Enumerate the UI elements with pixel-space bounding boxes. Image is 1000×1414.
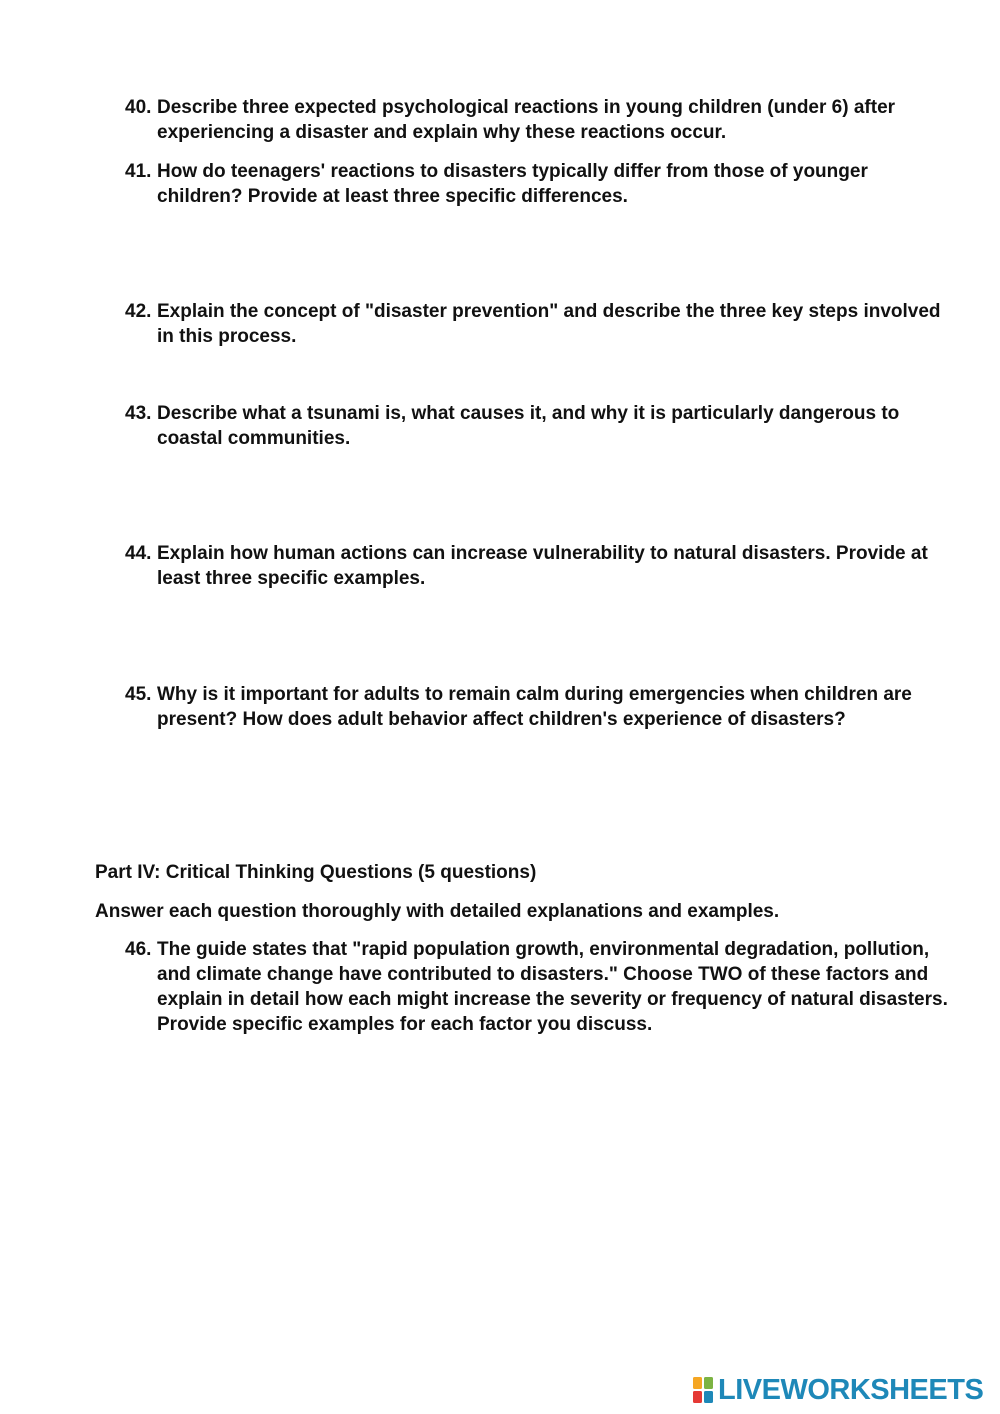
question-text: Explain the concept of "disaster prevention" and describe the three key steps involved in this process. [157,301,941,347]
part-heading: Part IV: Critical Thinking Questions (5 questions) [95,862,537,883]
question-45 [125,682,955,732]
question-number: 42. [125,301,152,322]
question-44 [125,541,955,591]
question-number: 44. [125,543,152,564]
question-text: Describe three expected psychological reactions in young children (under 6) after experiencing a disaster and explain why these reactions occur. [157,97,896,143]
question-text: How do teenagers' reactions to disasters typically differ from those of younger children? Provide at least three specific differences. [157,161,868,207]
logo-blocks-icon [692,1376,714,1404]
question-number: 46. [125,939,152,960]
question-43 [125,401,955,451]
question-text: Explain how human actions can increase vulnerability to natural disasters. Provide at least three specific examples. [157,543,928,589]
liveworksheets-logo [692,1374,983,1406]
question-46 [125,937,955,1037]
question-number: 41. [125,161,152,182]
question-40 [125,95,955,145]
question-41 [125,159,955,209]
question-number: 45. [125,684,152,705]
question-text: The guide states that "rapid population growth, environmental degradation, pollution, and climate change have contributed to disasters." Choose TWO of these factors and explain in detail how each might increase the severity or frequency of natural disasters. Provide specific examples for each factor you discuss. [157,939,948,1035]
question-number: 40. [125,97,152,118]
question-text: Why is it important for adults to remain calm during emergencies when children are present? How does adult behavior affect children's experience of disasters? [157,684,912,730]
question-text: Describe what a tsunami is, what causes it, and why it is particularly dangerous to coastal communities. [157,403,900,449]
question-number: 43. [125,403,152,424]
logo-text: LIVEWORKSHEETS [718,1373,984,1406]
part-instructions: Answer each question thoroughly with detailed explanations and examples. [95,901,780,922]
question-42 [125,299,955,349]
